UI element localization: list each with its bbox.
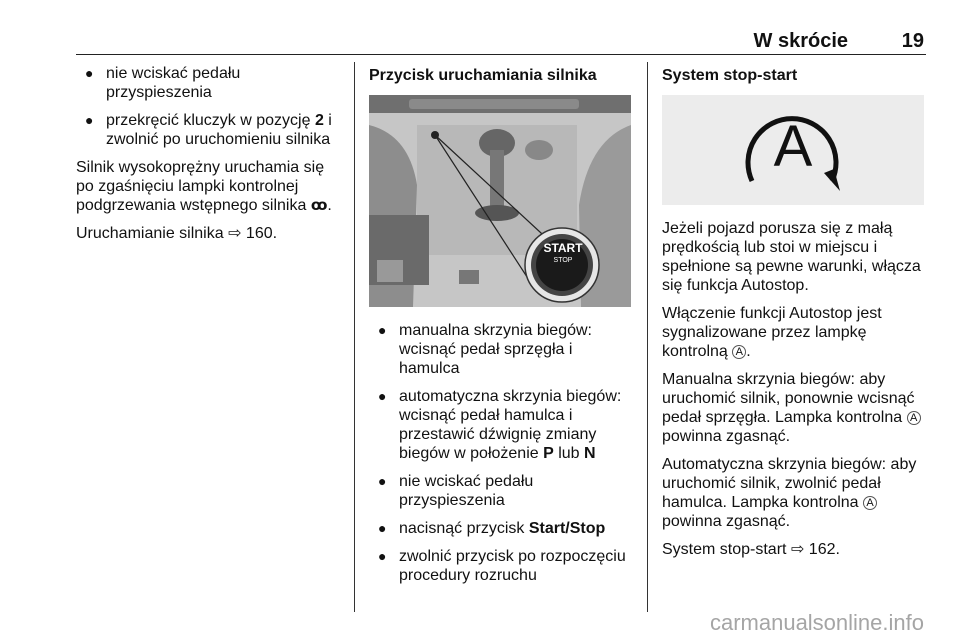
paragraph-text: powinna zgasnąć. [662,428,791,445]
middle-column [369,60,635,594]
paragraph-text: Włączenie funkcji Autostop jest sygnalizowane przez lampkę kontrolną [662,305,882,360]
section-heading-stop-start: System stop-start [662,67,798,84]
list-item [369,519,635,538]
list-item [76,111,342,149]
start-button-illustration [369,95,631,307]
list-item-text: i zwolnić po uruchomieniu silnika [106,112,332,148]
arrow-icon: ⇨ [790,541,805,558]
dashboard-illustration [369,95,631,307]
autostop-indicator-paragraph: Włączenie funkcji Autostop jest sygnalizowane przez lampkę kontrolną A . [662,305,882,360]
automatic-gearbox-paragraph [662,455,928,531]
autostop-illustration [662,95,924,205]
page-reference: 162. [804,541,840,558]
list-item-text: manualna skrzynia biegów: wcisnąć pedał sprzęgła i hamulca [399,322,592,377]
bullet-dot: ● [378,548,387,564]
list-item-text: nie wciskać pedału przyspieszenia [399,473,534,509]
paragraph-end: . [327,197,332,214]
header-rule [76,54,926,55]
list-item [369,321,635,378]
list-item-text: lub [553,445,585,462]
section-heading-start-button: Przycisk uruchamiania silnika [369,67,597,84]
gear-position-p: P [543,445,554,462]
autostop-indicator-icon: A [907,411,921,425]
list-item [76,64,342,102]
manual-gearbox-paragraph [662,370,928,446]
list-item-text: nie wciskać pedału przyspieszenia [106,65,241,101]
reference-text: System stop-start [662,541,787,558]
bullet-dot: ● [378,520,387,536]
paragraph-text: powinna zgasnąć. [662,513,791,530]
start-stop-term: Start/Stop [528,520,606,537]
footer-watermark: carmanualsonline.info [709,610,924,635]
list-item [369,387,635,463]
stop-start-reference[interactable] [662,540,928,559]
bullet-dot: ● [378,322,387,338]
bullet-dot: ● [85,112,94,128]
gear-position-n: N [584,445,596,462]
right-column [662,60,928,568]
bullet-dot: ● [378,388,387,404]
column-divider-1 [354,62,355,612]
autostop-description: Jeżeli pojazd porusza się z małą prędkością lub stoi w miejscu i spełnione są pewne warunki, włącza się funkcja Autostop. [662,220,921,294]
arrow-icon: ⇨ [228,225,242,242]
left-column [76,64,342,252]
bullet-dot: ● [378,473,387,489]
autostop-indicator-icon: A [732,345,746,359]
engine-start-reference[interactable] [76,224,342,243]
reference-text: Uruchamianie silnika [76,225,224,242]
glow-plug-icon: ꝏ [310,197,328,214]
list-item-text: automatyczna skrzynia biegów: wcisnąć pedał hamulca i przestawić dźwignię zmiany biegów w położenie [399,388,622,462]
left-bullet-list [76,64,342,149]
diesel-paragraph [76,158,342,215]
autostop-icon-letter: A [773,114,813,179]
page-reference: 160. [241,225,278,242]
bullet-dot: ● [85,65,94,81]
paragraph-text: Manualna skrzynia biegów: aby uruchomić silnik, ponownie wcisnąć pedał sprzęgła. Lampka kontrolna [662,371,915,426]
page-number: 19 [901,30,924,52]
middle-bullet-list [369,321,635,585]
paragraph-text: Automatyczna skrzynia biegów: aby uruchomić silnik, zwolnić pedał hamulca. Lampka kontrolna [662,456,917,511]
header-title: W skrócie [753,30,848,52]
list-item [369,547,635,585]
start-button-label: START [543,241,583,255]
list-item-text: zwolnić przycisk po rozpoczęciu procedury rozruchu [399,548,626,584]
list-item-text: nacisnąć przycisk [399,520,529,537]
stop-button-label: STOP [553,257,573,264]
key-position: 2 [314,112,324,129]
list-item-text: przekręcić kluczyk w pozycję [106,112,311,129]
autostop-indicator-icon: A [863,496,877,510]
paragraph-text: Silnik wysokoprężny uruchamia się po zgaśnięciu lampki kontrolnej podgrzewania wstępnego silnika [76,159,325,214]
list-item [369,472,635,510]
column-divider-2 [647,62,648,612]
